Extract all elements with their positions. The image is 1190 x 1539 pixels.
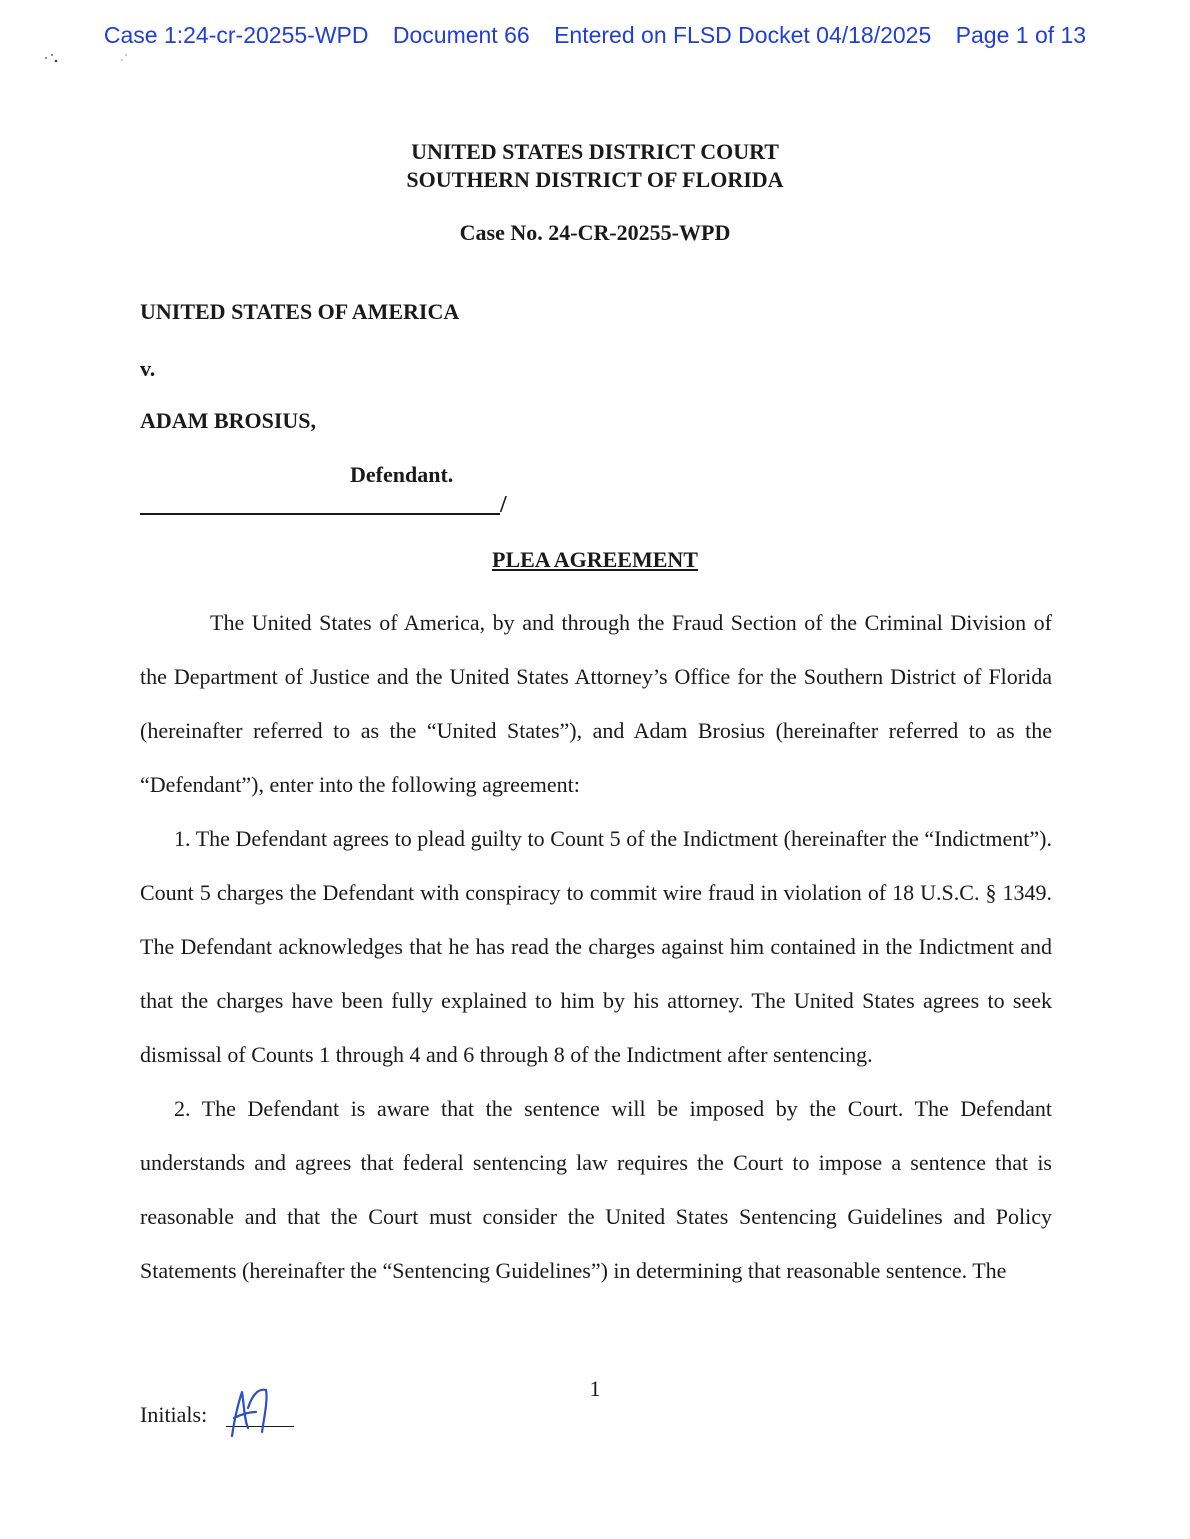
docket-page-count: Page 1 of 13 xyxy=(955,22,1087,48)
caption-plaintiff: UNITED STATES OF AMERICA xyxy=(140,299,460,324)
scan-specks xyxy=(44,52,134,72)
paragraph-1: 1. The Defendant agrees to plead guilty to Count 5 of the Indictment (hereinafter the “Indictment”). Count 5 charges the Defendant with conspiracy to commit wire fraud in violation of 18 U.S.C. § 1349. The Defendant acknowledges that he has read the charges against him contained in the Indictment and that the charges have been fully explained to him by his attorney. The United States agrees to seek dismissal of Counts 1 through 4 and 6 through 8 of the Indictment after sentencing. xyxy=(140,826,1052,1067)
court-district: SOUTHERN DISTRICT OF FLORIDA xyxy=(406,167,784,192)
paragraph-2: 2. The Defendant is aware that the sentence will be imposed by the Court. The Defendant understands and agrees that federal sentencing law requires the Court to impose a sentence that is reasonable and that the Court must consider the United States Sentencing Guidelines and Policy Statements (hereinafter the “Sentencing Guidelines”) in determining that reasonable sentence. The xyxy=(140,1096,1052,1283)
initials-label: Initials: xyxy=(140,1402,208,1427)
handwritten-initials-mark xyxy=(222,1378,282,1440)
document-title: PLEA AGREEMENT xyxy=(492,547,698,572)
caption-defendant-name: ADAM BROSIUS, xyxy=(140,408,317,433)
agreement-body xyxy=(140,596,1052,1298)
court-name: UNITED STATES DISTRICT COURT xyxy=(411,139,779,164)
caption-rule xyxy=(140,513,500,515)
docket-header xyxy=(0,22,1190,49)
court-heading xyxy=(0,138,1190,194)
caption-versus: v. xyxy=(140,356,156,381)
intro-paragraph: The United States of America, by and through the Fraud Section of the Criminal Division of the Department of Justice and the United States Attorney’s Office for the Southern District of Florida (hereinafter referred to as the “United States”), and Adam Brosius (hereinafter referred to as the “Defendant”), enter into the following agreement: xyxy=(140,610,1052,797)
case-number: Case No. 24-CR-20255-WPD xyxy=(459,220,731,245)
caption-defendant-label: Defendant. xyxy=(350,462,454,487)
docket-entered-date: Entered on FLSD Docket 04/18/2025 xyxy=(554,22,932,48)
caption-slash: / xyxy=(500,492,507,518)
docket-case-number: Case 1:24-cr-20255-WPD xyxy=(103,22,369,48)
page-number: 1 xyxy=(589,1376,601,1401)
docket-document-number: Document 66 xyxy=(392,22,530,48)
